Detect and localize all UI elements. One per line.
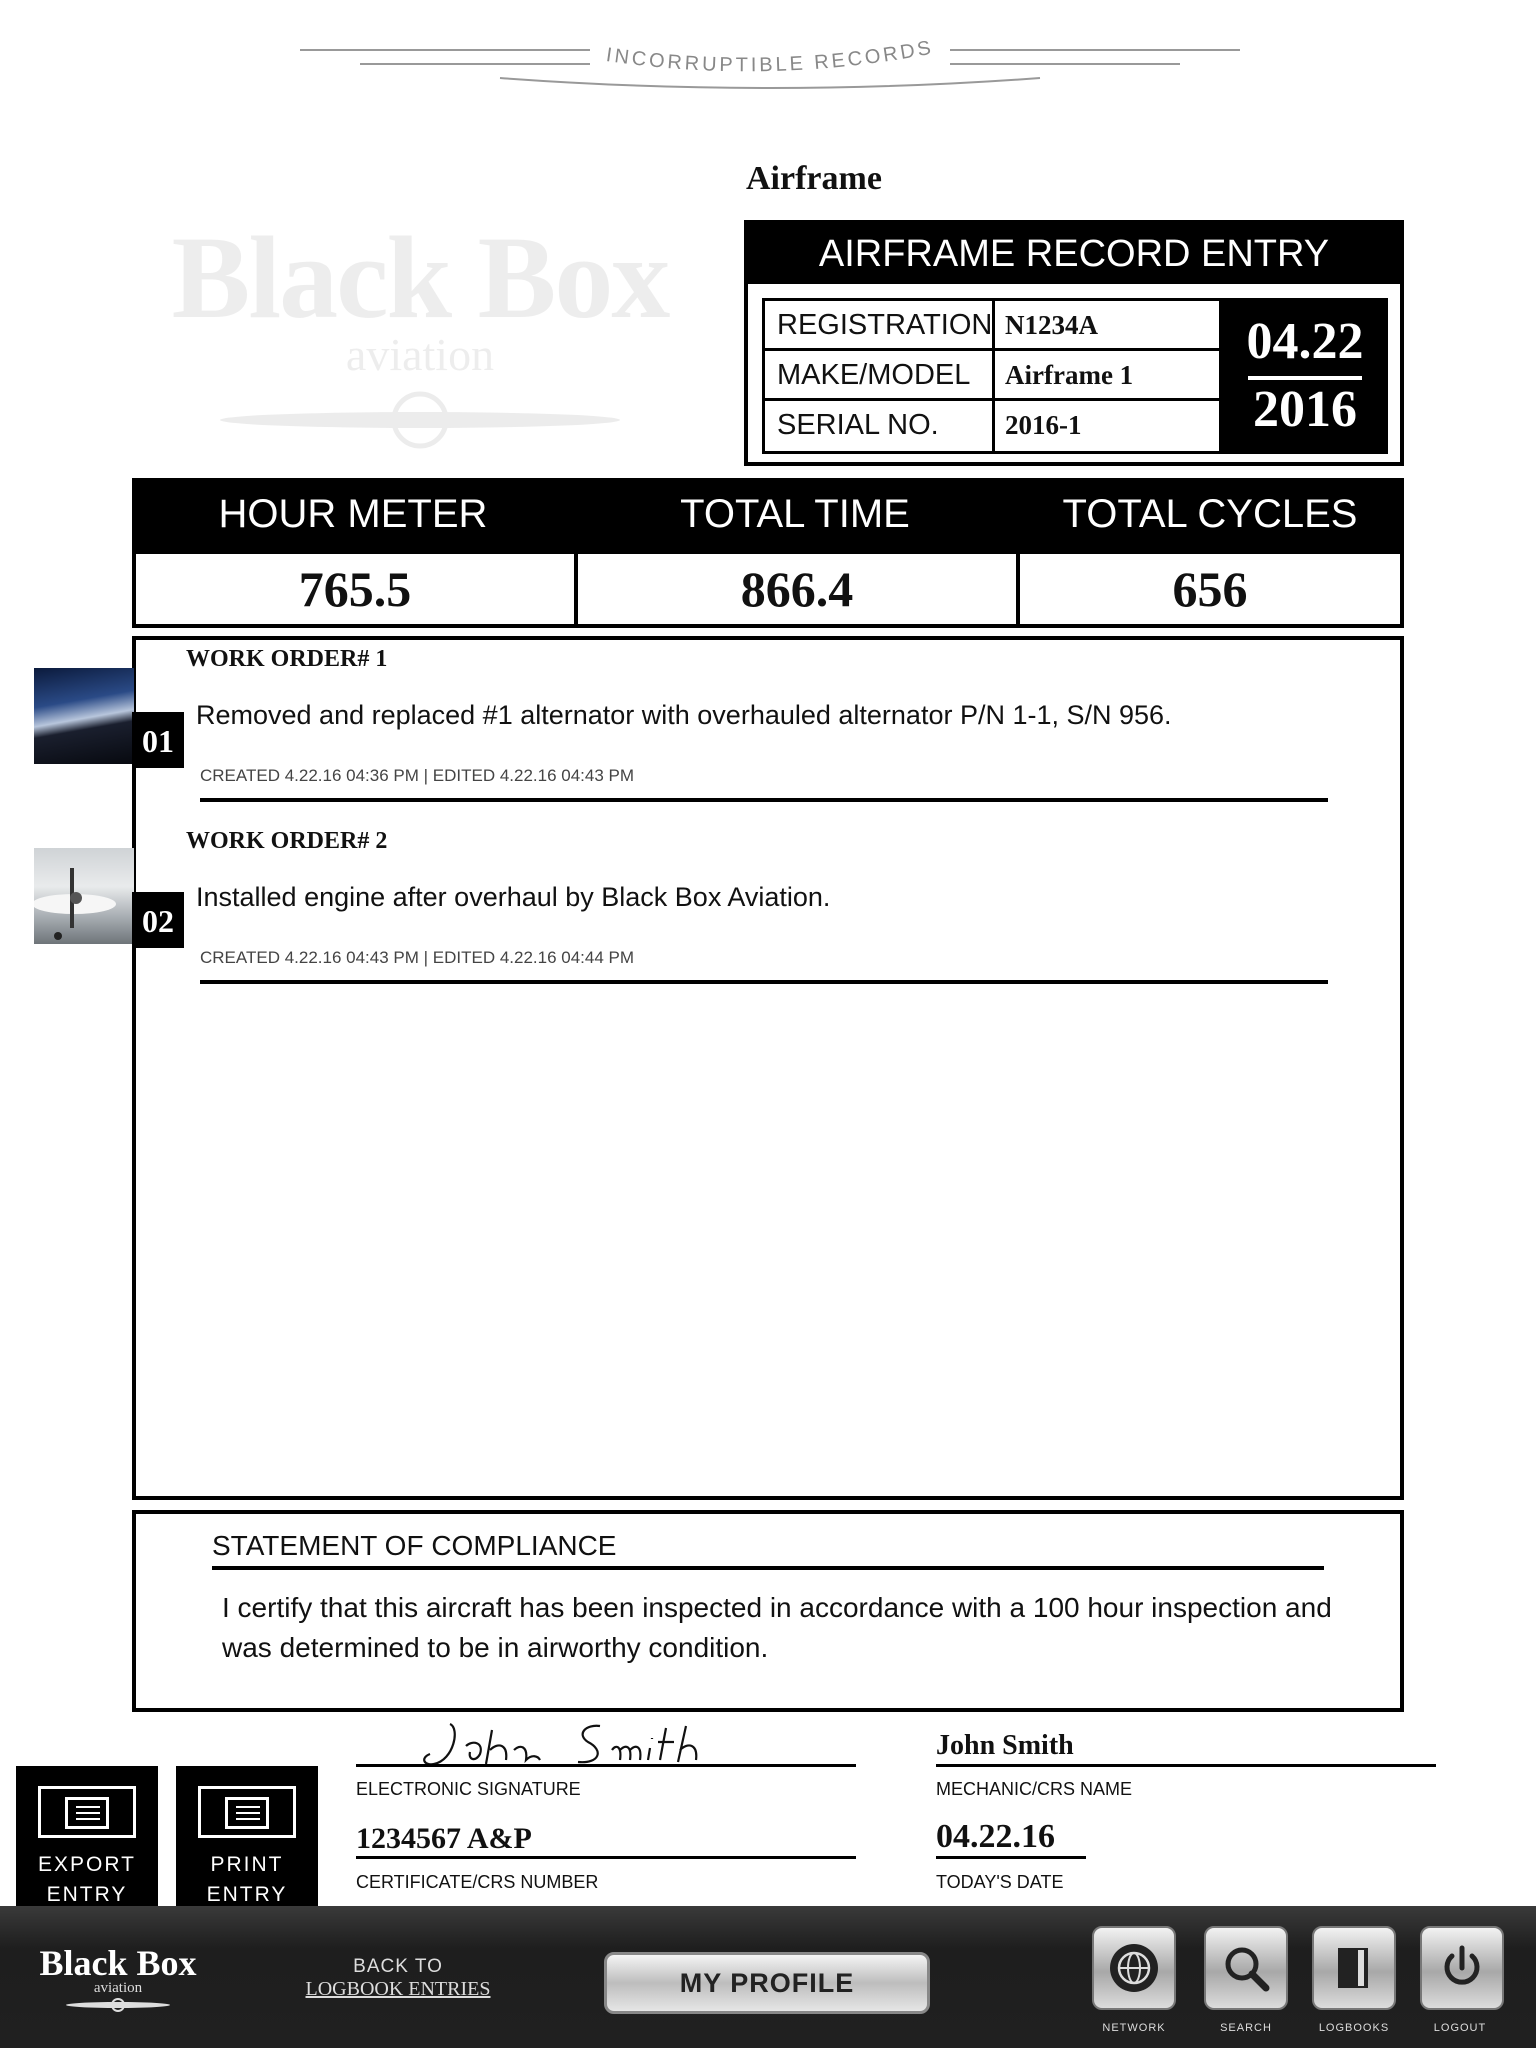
logo-subtitle: aviation bbox=[93, 1980, 143, 1996]
work-order-title: WORK ORDER# 2 bbox=[186, 828, 388, 854]
watermark-subtitle: aviation bbox=[345, 329, 495, 380]
work-order-number-badge: 01 bbox=[132, 712, 184, 768]
work-order-item[interactable] bbox=[136, 640, 1400, 810]
record-details-table bbox=[762, 298, 1222, 454]
footer-bar bbox=[0, 1906, 1536, 2048]
logout-label: LOGOUT bbox=[1433, 2022, 1487, 2034]
work-order-description: Removed and replaced #1 alternator with overhauled alternator P/N 1-1, S/N 956. bbox=[196, 700, 1172, 730]
divider bbox=[200, 980, 1328, 984]
todays-date-value: 04.22.16 bbox=[936, 1818, 1055, 1855]
propeller-icon bbox=[63, 1997, 173, 2013]
divider bbox=[212, 1566, 1324, 1570]
power-icon bbox=[1436, 1942, 1488, 1994]
my-profile-button[interactable]: MY PROFILE bbox=[604, 1952, 930, 2014]
export-label-line1: EXPORT bbox=[38, 1853, 136, 1876]
work-order-description: Installed engine after overhaul by Black Box Aviation. bbox=[196, 882, 831, 912]
serial-value: 2016-1 bbox=[1005, 410, 1082, 440]
record-label: MAKE/MODEL bbox=[765, 351, 995, 398]
aircraft-icon bbox=[34, 848, 134, 944]
work-order-timestamps: CREATED 4.22.16 04:43 PM | EDITED 4.22.16 04:44 PM bbox=[200, 948, 635, 967]
todays-date-caption: TODAY'S DATE bbox=[936, 1872, 1064, 1892]
registration-value: N1234A bbox=[1005, 310, 1098, 340]
record-header: AIRFRAME RECORD ENTRY bbox=[748, 224, 1400, 284]
mechanic-name-line bbox=[936, 1764, 1436, 1767]
work-order-thumbnail-sky[interactable] bbox=[34, 668, 134, 764]
certificate-number: 1234567 A&P bbox=[356, 1822, 532, 1855]
hour-meter-label: HOUR METER bbox=[132, 478, 574, 550]
compliance-title: STATEMENT OF COMPLIANCE bbox=[212, 1530, 617, 1561]
signature-line bbox=[356, 1764, 856, 1767]
statement-of-compliance bbox=[132, 1510, 1404, 1712]
total-time-label: TOTAL TIME bbox=[574, 478, 1016, 550]
watermark-logo bbox=[120, 210, 720, 460]
back-to-logbook-entries-link[interactable] bbox=[298, 1956, 498, 2001]
banner-text: INCORRUPTIBLE RECORDS bbox=[604, 38, 936, 77]
search-label: SEARCH bbox=[1220, 2022, 1272, 2034]
handwritten-signature bbox=[350, 1718, 870, 1768]
record-label: REGISTRATION bbox=[765, 301, 995, 348]
logout-button[interactable] bbox=[1420, 1926, 1504, 2010]
hour-meter-value: 765.5 bbox=[132, 550, 578, 628]
back-label-line2: LOGBOOK ENTRIES bbox=[305, 1978, 491, 2000]
logbook-icon bbox=[1328, 1942, 1380, 1994]
mechanic-name-caption: MECHANIC/CRS NAME bbox=[936, 1779, 1133, 1799]
total-cycles-label: TOTAL CYCLES bbox=[1016, 478, 1404, 550]
incorruptible-records-banner bbox=[300, 38, 1240, 98]
work-order-title: WORK ORDER# 1 bbox=[186, 646, 388, 672]
globe-icon bbox=[1108, 1942, 1160, 1994]
logbooks-label: LOGBOOKS bbox=[1318, 2022, 1390, 2034]
network-button[interactable] bbox=[1092, 1926, 1176, 2010]
section-title: Airframe bbox=[746, 160, 882, 197]
svg-text:INCORRUPTIBLE RECORDS bbox=[605, 38, 936, 76]
print-entry-button[interactable] bbox=[176, 1766, 318, 1910]
total-cycles-value: 656 bbox=[1016, 550, 1404, 628]
print-label-line1: PRINT bbox=[210, 1853, 284, 1876]
logo-title: Black Box bbox=[39, 1943, 197, 1983]
work-order-item[interactable] bbox=[136, 822, 1400, 992]
record-row-registration bbox=[765, 301, 1219, 351]
record-row-serial bbox=[765, 401, 1219, 451]
record-date-year: 2016 bbox=[1253, 381, 1357, 438]
document-icon bbox=[38, 1786, 136, 1838]
record-date-month-day: 04.22 bbox=[1246, 313, 1364, 370]
export-entry-button[interactable] bbox=[16, 1766, 158, 1910]
document-icon bbox=[198, 1786, 296, 1838]
record-entry-box bbox=[744, 220, 1404, 466]
logbooks-button[interactable] bbox=[1312, 1926, 1396, 2010]
compliance-text: I certify that this aircraft has been inspected in accordance with a 100 hour inspection and was determined to be in airworthy condition. bbox=[222, 1592, 1332, 1663]
network-label: NETWORK bbox=[1102, 2022, 1166, 2034]
search-icon bbox=[1220, 1942, 1272, 1994]
export-label-line2: ENTRY bbox=[46, 1883, 128, 1906]
time-stats bbox=[132, 478, 1404, 628]
make-model-value: Airframe 1 bbox=[1005, 360, 1134, 390]
signature-caption: ELECTRONIC SIGNATURE bbox=[356, 1779, 581, 1799]
print-label-line2: ENTRY bbox=[206, 1883, 288, 1906]
divider bbox=[200, 798, 1328, 802]
propeller-icon bbox=[220, 390, 620, 450]
record-label: SERIAL NO. bbox=[765, 401, 995, 451]
record-row-make-model bbox=[765, 351, 1219, 401]
back-label-line1: BACK TO bbox=[353, 1956, 443, 1977]
work-order-number-badge: 02 bbox=[132, 892, 184, 948]
work-orders-panel bbox=[132, 636, 1404, 1500]
certificate-line bbox=[356, 1856, 856, 1859]
black-box-logo[interactable] bbox=[38, 1942, 198, 2018]
mechanic-name: John Smith bbox=[936, 1730, 1074, 1761]
work-order-thumbnail-aircraft[interactable] bbox=[34, 848, 134, 944]
date-line bbox=[936, 1856, 1086, 1859]
total-time-value: 866.4 bbox=[574, 550, 1020, 628]
work-order-timestamps: CREATED 4.22.16 04:36 PM | EDITED 4.22.16 04:43 PM bbox=[200, 766, 635, 785]
certificate-caption: CERTIFICATE/CRS NUMBER bbox=[356, 1872, 599, 1892]
search-button[interactable] bbox=[1204, 1926, 1288, 2010]
record-date bbox=[1222, 298, 1388, 454]
watermark-title: Black Box bbox=[171, 212, 669, 343]
